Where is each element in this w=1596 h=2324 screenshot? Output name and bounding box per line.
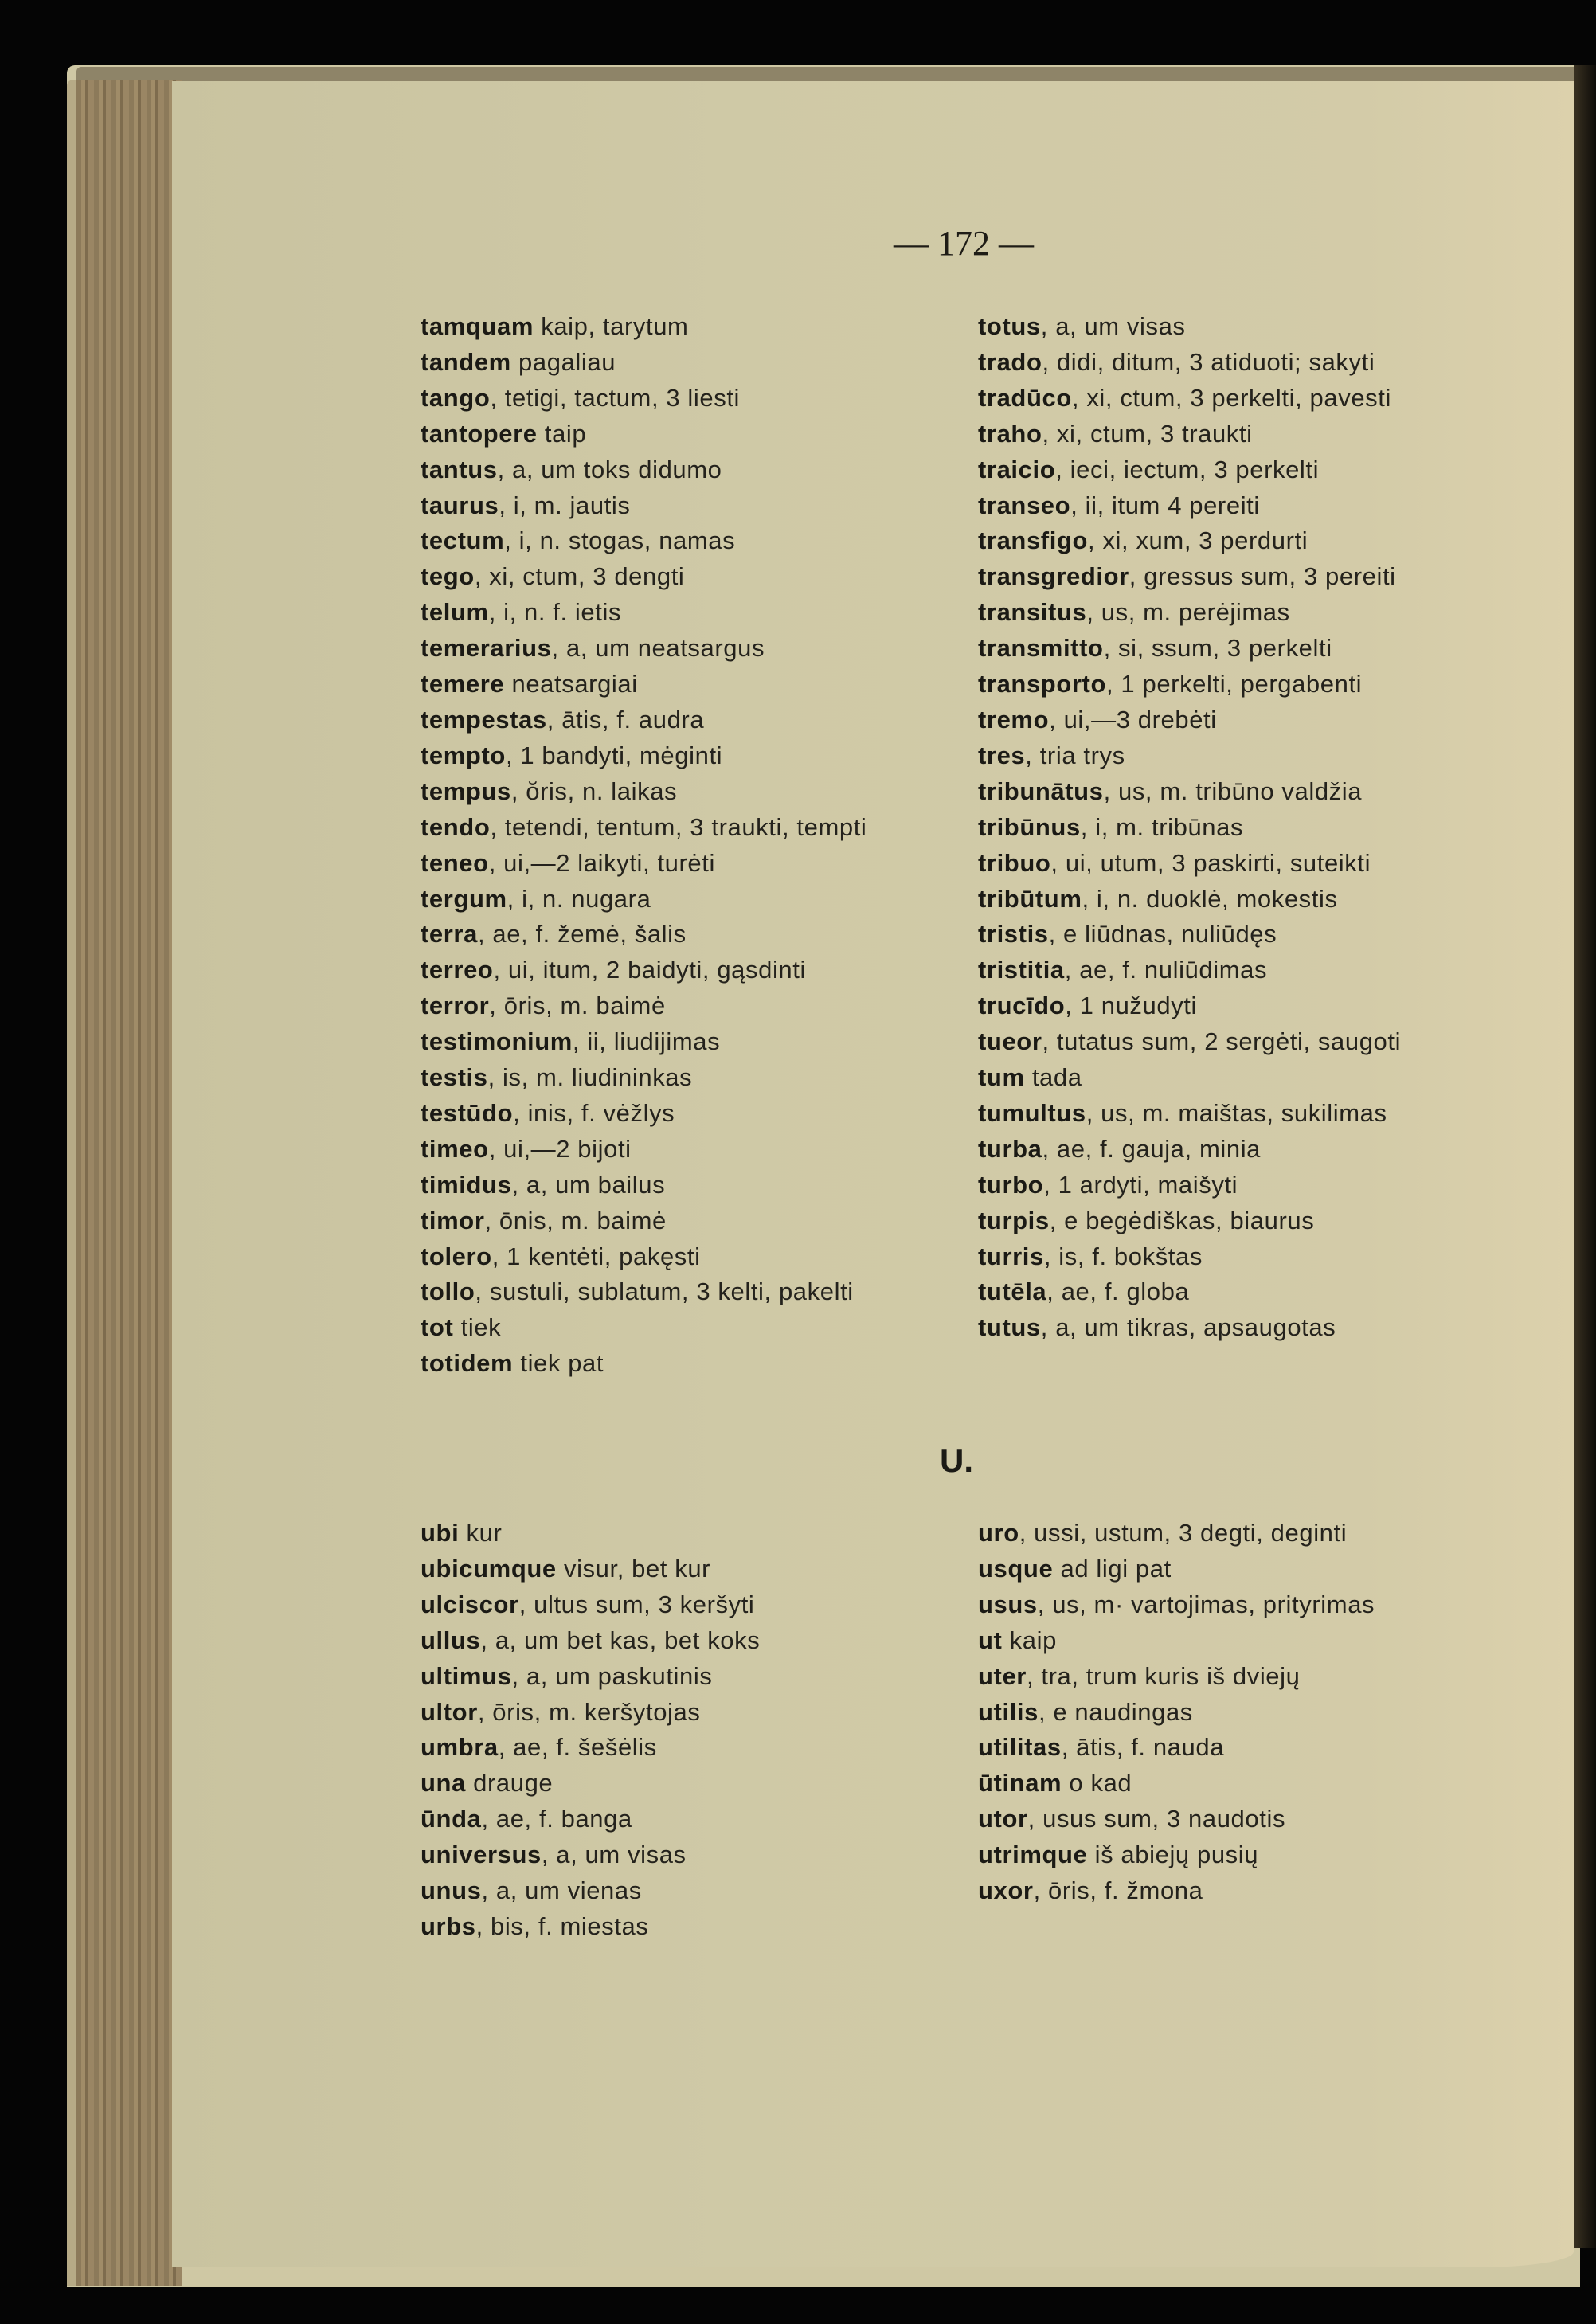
entry-headword: turpis — [978, 1206, 1050, 1234]
entry-definition: , xi, xum, 3 perdurti — [1088, 526, 1308, 555]
entry-headword: ubicumque — [421, 1554, 557, 1583]
dictionary-entry — [978, 1060, 1401, 1096]
entry-headword: umbra — [421, 1733, 499, 1762]
entry-definition: o kad — [1062, 1769, 1132, 1798]
entry-definition: tada — [1024, 1063, 1082, 1092]
entry-headword: tempto — [421, 741, 506, 769]
entry-definition: , ii, liudijimas — [572, 1027, 721, 1056]
entry-definition: ad ligi pat — [1053, 1554, 1172, 1583]
entry-definition: , i, m. tribūnas — [1080, 812, 1244, 841]
dictionary-entry — [978, 1096, 1401, 1132]
dictionary-column-t-left — [421, 309, 866, 1382]
entry-definition: , ui, utum, 3 paskirti, suteikti — [1050, 848, 1371, 877]
dictionary-entry — [421, 1623, 760, 1659]
dictionary-entry — [421, 1168, 866, 1203]
entry-headword: tutēla — [978, 1277, 1047, 1306]
dictionary-entry — [421, 1587, 760, 1623]
entry-headword: tristis — [978, 920, 1049, 949]
entry-definition: , ae, f. šešėlis — [498, 1733, 657, 1762]
entry-definition: , gressus sum, 3 pereiti — [1129, 562, 1396, 591]
entry-definition: , ui,—2 laikyti, turėti — [488, 848, 715, 877]
entry-definition: , a, um neatsargus — [551, 634, 765, 663]
entry-headword: transfigo — [978, 526, 1089, 555]
entry-definition: , a, um visas — [541, 1841, 687, 1869]
entry-headword: transeo — [978, 491, 1071, 519]
dictionary-entry — [421, 1239, 866, 1275]
entry-headword: tego — [421, 562, 475, 591]
gutter-shadow — [1574, 65, 1596, 2248]
dictionary-entry — [421, 846, 866, 882]
dictionary-entry — [421, 917, 866, 953]
dictionary-entry — [978, 846, 1401, 882]
entry-headword: telum — [421, 598, 489, 627]
entry-definition: , a, um bailus — [511, 1170, 666, 1199]
entry-headword: tempestas — [421, 705, 547, 734]
entry-definition: , ōnis, m. baimė — [484, 1206, 667, 1234]
entry-definition: iš abiejų pusių — [1087, 1841, 1259, 1869]
dictionary-entry — [421, 953, 866, 988]
entry-definition: , a, um bet kas, bet koks — [480, 1626, 761, 1654]
entry-definition: , e begėdiškas, biaurus — [1049, 1206, 1315, 1234]
entry-definition: pagaliau — [510, 347, 616, 376]
entry-headword: tremo — [978, 705, 1050, 734]
dictionary-entry — [421, 738, 866, 774]
entry-headword: tolero — [421, 1242, 492, 1270]
dictionary-entry — [421, 309, 866, 345]
entry-headword: ūnda — [421, 1805, 482, 1833]
entry-headword: totus — [978, 312, 1041, 340]
dictionary-entry — [978, 1132, 1401, 1168]
entry-definition: kaip — [1002, 1626, 1057, 1654]
dictionary-entry — [978, 1274, 1401, 1310]
entry-headword: tantus — [421, 455, 498, 483]
entry-headword: transmitto — [978, 634, 1104, 663]
entry-definition: , 1 perkelti, pergabenti — [1106, 670, 1363, 698]
dictionary-entry — [978, 1659, 1375, 1695]
entry-headword: ūtinam — [978, 1769, 1062, 1798]
dictionary-entry — [421, 452, 866, 488]
dictionary-entry — [978, 417, 1401, 452]
dictionary-entry — [421, 1346, 866, 1382]
dictionary-entry — [421, 488, 866, 524]
entry-definition: taip — [537, 419, 587, 448]
entry-definition: , ui,—3 drebėti — [1049, 705, 1217, 734]
entry-headword: tueor — [978, 1027, 1042, 1056]
entry-headword: unus — [421, 1876, 482, 1905]
dictionary-entry — [978, 1623, 1375, 1659]
dictionary-entry — [421, 702, 866, 738]
entry-headword: tradūco — [978, 383, 1072, 412]
dictionary-entry — [978, 810, 1401, 846]
dictionary-entry — [978, 774, 1401, 810]
entry-headword: teneo — [421, 848, 489, 877]
entry-headword: traho — [978, 419, 1042, 448]
entry-definition: , usus sum, 3 naudotis — [1027, 1805, 1286, 1833]
dictionary-entry — [421, 1730, 760, 1766]
dictionary-entry — [978, 345, 1401, 381]
entry-definition: , is, f. bokštas — [1043, 1242, 1203, 1270]
entry-headword: tribunātus — [978, 777, 1104, 805]
dictionary-entry — [421, 882, 866, 917]
entry-definition: , us, m. maištas, sukilimas — [1086, 1098, 1387, 1127]
dictionary-column-u-right — [978, 1516, 1375, 1909]
dictionary-entry — [978, 882, 1401, 917]
entry-definition: , ātis, f. audra — [546, 705, 705, 734]
entry-headword: tumultus — [978, 1098, 1086, 1127]
dictionary-entry — [978, 488, 1401, 524]
dictionary-entry — [978, 452, 1401, 488]
entry-headword: tandem — [421, 347, 511, 376]
dictionary-entry — [978, 667, 1401, 702]
entry-definition: , us, m. tribūno valdžia — [1103, 777, 1363, 805]
entry-headword: ultor — [421, 1697, 478, 1726]
dictionary-entry — [978, 1695, 1375, 1731]
entry-headword: una — [421, 1769, 466, 1798]
dictionary-entry — [978, 1802, 1375, 1837]
entry-definition: , ae, f. globa — [1046, 1277, 1190, 1306]
entry-headword: terreo — [421, 956, 494, 984]
dictionary-entry — [421, 1024, 866, 1060]
entry-headword: ultimus — [421, 1661, 512, 1690]
dictionary-entry — [978, 988, 1401, 1024]
entry-headword: usus — [978, 1590, 1038, 1618]
entry-definition: tiek — [453, 1313, 502, 1342]
dictionary-entry — [978, 1310, 1401, 1346]
entry-headword: urbs — [421, 1911, 476, 1940]
entry-headword: temerarius — [421, 634, 552, 663]
entry-definition: , inis, f. vėžlys — [513, 1098, 675, 1127]
entry-headword: tempus — [421, 777, 511, 805]
entry-definition: , a, um visas — [1040, 312, 1186, 340]
entry-headword: testūdo — [421, 1098, 514, 1127]
entry-headword: tectum — [421, 526, 505, 555]
dictionary-entry — [421, 595, 866, 631]
dictionary-entry — [978, 309, 1401, 345]
dictionary-entry — [978, 559, 1401, 595]
dictionary-entry — [421, 1766, 760, 1802]
entry-headword: terra — [421, 920, 478, 949]
entry-headword: tristitia — [978, 956, 1065, 984]
dictionary-entry — [978, 1239, 1401, 1275]
entry-definition: , ōris, f. žmona — [1033, 1876, 1203, 1905]
entry-headword: terror — [421, 992, 490, 1020]
entry-definition: , ii, itum 4 pereiti — [1070, 491, 1260, 519]
dictionary-entry — [978, 1516, 1375, 1551]
entry-definition: , ae, f. žemė, šalis — [477, 920, 687, 949]
entry-definition: , us, m. perėjimas — [1086, 598, 1290, 627]
entry-headword: temere — [421, 670, 505, 698]
entry-headword: tres — [978, 741, 1026, 769]
dictionary-entry — [421, 1310, 866, 1346]
entry-definition: , a, um paskutinis — [511, 1661, 713, 1690]
dictionary-entry — [421, 1516, 760, 1551]
entry-headword: tollo — [421, 1277, 475, 1306]
entry-definition: , tra, trum kuris iš dviejų — [1026, 1661, 1301, 1690]
entry-definition: , si, ssum, 3 perkelti — [1103, 634, 1332, 663]
entry-headword: ulciscor — [421, 1590, 519, 1618]
entry-headword: tribūtum — [978, 884, 1082, 913]
dictionary-entry — [421, 559, 866, 595]
entry-definition: , ōris, m. baimė — [489, 992, 666, 1020]
entry-headword: tango — [421, 383, 491, 412]
entry-definition: , ieci, iectum, 3 perkelti — [1055, 455, 1320, 483]
entry-definition: , xi, ctum, 3 perkelti, pavesti — [1071, 383, 1391, 412]
dictionary-entry — [421, 1873, 760, 1909]
dictionary-entry — [421, 1659, 760, 1695]
dictionary-entry — [978, 1873, 1375, 1909]
entry-definition: , ussi, ustum, 3 degti, deginti — [1019, 1519, 1348, 1547]
dictionary-entry — [421, 1909, 760, 1945]
dictionary-entry — [978, 523, 1401, 559]
dictionary-column-u-left — [421, 1516, 760, 1945]
dictionary-entry — [978, 1837, 1375, 1873]
entry-headword: tribūnus — [978, 812, 1081, 841]
entry-headword: taurus — [421, 491, 499, 519]
entry-headword: totidem — [421, 1349, 514, 1378]
entry-definition: , i, n. f. ietis — [488, 598, 622, 627]
dictionary-entry — [978, 953, 1401, 988]
entry-definition: , ŏris, n. laikas — [510, 777, 678, 805]
entry-definition: , xi, ctum, 3 dengti — [474, 562, 685, 591]
entry-headword: transitus — [978, 598, 1087, 627]
entry-definition: , i, m. jautis — [499, 491, 631, 519]
dictionary-entry — [421, 988, 866, 1024]
section-heading-u: U. — [940, 1442, 973, 1479]
dictionary-entry — [978, 1203, 1401, 1239]
entry-headword: timor — [421, 1206, 485, 1234]
dictionary-entry — [421, 810, 866, 846]
entry-headword: uter — [978, 1661, 1027, 1690]
dictionary-entry — [421, 667, 866, 702]
dictionary-entry — [421, 417, 866, 452]
dictionary-entry — [421, 523, 866, 559]
entry-definition: , i, n. nugara — [507, 884, 651, 913]
entry-definition: , a, um tikras, apsaugotas — [1040, 1313, 1336, 1342]
entry-headword: turba — [978, 1134, 1042, 1163]
entry-definition: , ae, f. nuliūdimas — [1064, 956, 1268, 984]
entry-headword: timeo — [421, 1134, 489, 1163]
entry-headword: turris — [978, 1242, 1044, 1270]
dictionary-entry — [978, 1766, 1375, 1802]
dictionary-entry — [421, 1551, 760, 1587]
page-edges — [67, 80, 182, 2286]
entry-headword: tantopere — [421, 419, 538, 448]
dictionary-column-t-right — [978, 309, 1401, 1346]
entry-headword: universus — [421, 1841, 542, 1869]
entry-definition: , 1 bandyti, mėginti — [505, 741, 723, 769]
entry-definition: , a, um vienas — [481, 1876, 642, 1905]
entry-headword: ullus — [421, 1626, 481, 1654]
entry-headword: usque — [978, 1554, 1054, 1583]
entry-definition: , i, n. stogas, namas — [504, 526, 736, 555]
entry-definition: tiek pat — [513, 1349, 604, 1378]
entry-headword: tot — [421, 1313, 454, 1342]
entry-headword: testimonium — [421, 1027, 573, 1056]
page-number: — 172 — — [894, 224, 1034, 263]
entry-definition: , ae, f. banga — [481, 1805, 632, 1833]
dictionary-entry — [978, 1587, 1375, 1623]
entry-headword: uxor — [978, 1876, 1034, 1905]
entry-headword: utor — [978, 1805, 1028, 1833]
dictionary-entry — [978, 631, 1401, 667]
entry-definition: , ōris, m. keršytojas — [477, 1697, 701, 1726]
entry-headword: tendo — [421, 812, 491, 841]
entry-headword: traicio — [978, 455, 1056, 483]
entry-definition: , tutatus sum, 2 sergėti, saugoti — [1042, 1027, 1402, 1056]
entry-definition: , i, n. duoklė, mokestis — [1082, 884, 1338, 913]
dictionary-entry — [421, 1132, 866, 1168]
dictionary-entry — [421, 1802, 760, 1837]
dictionary-entry — [421, 774, 866, 810]
entry-definition: , sustuli, sublatum, 3 kelti, pakelti — [475, 1277, 854, 1306]
entry-headword: tum — [978, 1063, 1025, 1092]
dictionary-entry — [978, 738, 1401, 774]
entry-headword: transporto — [978, 670, 1106, 698]
entry-headword: tergum — [421, 884, 507, 913]
entry-definition: , ui,—2 bijoti — [488, 1134, 632, 1163]
entry-definition: , 1 ardyti, maišyti — [1043, 1170, 1238, 1199]
entry-definition: , tetendi, tentum, 3 traukti, tempti — [490, 812, 867, 841]
entry-headword: ut — [978, 1626, 1003, 1654]
entry-definition: visur, bet kur — [556, 1554, 711, 1583]
entry-headword: utrimque — [978, 1841, 1088, 1869]
entry-definition: , us, m· vartojimas, prityrimas — [1037, 1590, 1375, 1618]
dictionary-entry — [421, 1837, 760, 1873]
entry-definition: , ultus sum, 3 keršyti — [518, 1590, 755, 1618]
entry-headword: ubi — [421, 1519, 460, 1547]
entry-headword: trado — [978, 347, 1042, 376]
entry-headword: uro — [978, 1519, 1019, 1547]
entry-definition: neatsargiai — [504, 670, 638, 698]
dictionary-entry — [421, 1060, 866, 1096]
entry-definition: kaip, tarytum — [534, 312, 689, 340]
entry-headword: turbo — [978, 1170, 1044, 1199]
dictionary-entry — [978, 381, 1401, 417]
entry-headword: tamquam — [421, 312, 534, 340]
dictionary-entry — [978, 917, 1401, 953]
dictionary-entry — [421, 1274, 866, 1310]
dictionary-entry — [978, 1168, 1401, 1203]
entry-definition: , xi, ctum, 3 traukti — [1042, 419, 1253, 448]
entry-definition: , is, m. liudininkas — [487, 1063, 693, 1092]
entry-definition: , 1 nužudyti — [1065, 992, 1197, 1020]
entry-headword: timidus — [421, 1170, 512, 1199]
entry-definition: kur — [459, 1519, 503, 1547]
dictionary-entry — [421, 1096, 866, 1132]
entry-headword: tutus — [978, 1313, 1041, 1342]
dictionary-entry — [421, 631, 866, 667]
entry-definition: , a, um toks didumo — [497, 455, 722, 483]
entry-headword: tribuo — [978, 848, 1051, 877]
dictionary-entry — [421, 1695, 760, 1731]
entry-headword: trucīdo — [978, 992, 1066, 1020]
dictionary-entry — [421, 345, 866, 381]
entry-definition: , didi, ditum, 3 atiduoti; sakyti — [1042, 347, 1375, 376]
dictionary-entry — [978, 1024, 1401, 1060]
entry-headword: utilitas — [978, 1733, 1062, 1762]
entry-definition: , ui, itum, 2 baidyti, gąsdinti — [493, 956, 806, 984]
dictionary-entry — [978, 1551, 1375, 1587]
entry-definition: , e liūdnas, nuliūdęs — [1048, 920, 1277, 949]
entry-definition: , tetigi, tactum, 3 liesti — [490, 383, 741, 412]
entry-definition: , ae, f. gauja, minia — [1042, 1134, 1262, 1163]
book-top-edge — [76, 67, 1580, 81]
entry-headword: transgredior — [978, 562, 1129, 591]
entry-definition: , e naudingas — [1038, 1697, 1193, 1726]
dictionary-entry — [978, 1730, 1375, 1766]
entry-definition: , tria trys — [1025, 741, 1125, 769]
dictionary-entry — [978, 702, 1401, 738]
dictionary-entry — [421, 1203, 866, 1239]
dictionary-entry — [421, 381, 866, 417]
entry-definition: , ātis, f. nauda — [1061, 1733, 1225, 1762]
dictionary-entry — [978, 595, 1401, 631]
entry-headword: utilis — [978, 1697, 1039, 1726]
entry-definition: drauge — [465, 1769, 554, 1798]
entry-definition: , 1 kentėti, pakęsti — [491, 1242, 701, 1270]
entry-headword: testis — [421, 1063, 488, 1092]
entry-definition: , bis, f. miestas — [475, 1911, 649, 1940]
